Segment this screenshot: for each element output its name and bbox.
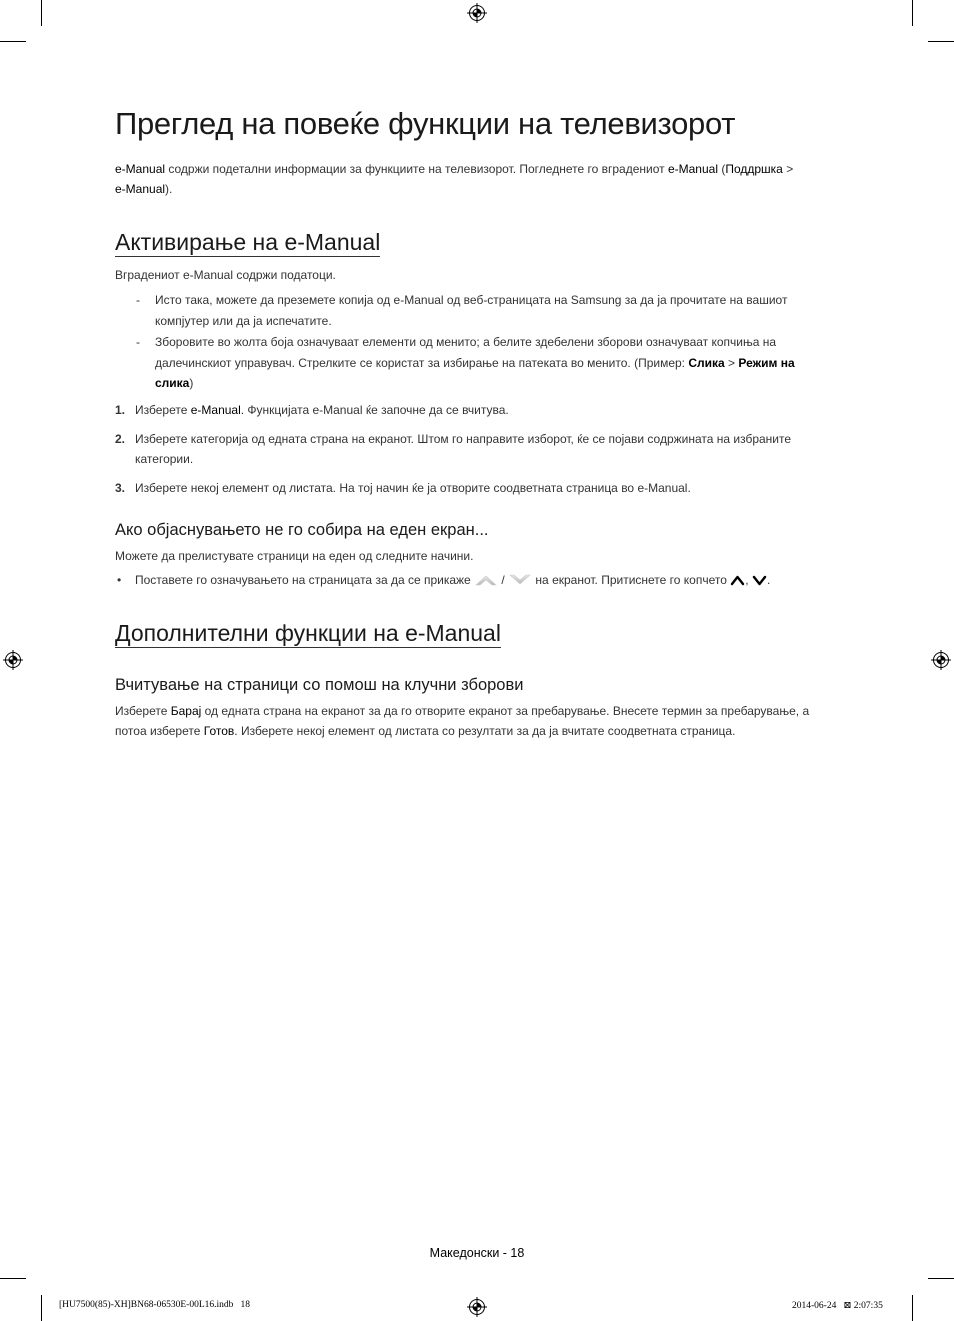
term-e-manual: e-Manual [115,162,166,176]
note-item [136,290,816,331]
menu-done: Готов [203,723,235,738]
section-heading-activate-e-manual: Активирање на e-Manual [115,229,381,255]
crop-mark [928,41,954,42]
crop-mark [0,1278,26,1279]
subsection-heading-scroll: Ако објаснувањето не го собира на еден екран... [115,521,489,539]
section-lead: Вградениот e-Manual содржи податоци. [115,268,336,282]
bullet-marker: • [117,573,122,587]
bullet-text [135,570,815,590]
menu-picture-mode: Режим на слика [155,355,795,390]
page-number: Македонски - 18 [429,1246,525,1260]
term-e-manual: e-Manual [190,403,241,417]
crop-mark [0,41,26,42]
step-text-part: Изберете [135,403,191,417]
chevron-down-icon [752,574,767,586]
note-text: Исто така, можете да преземете копија од e-Manual од веб-страницата на Samsung за да ја прочитате на вашиот компјутер или да ја испечатите. [155,293,788,328]
paragraph-text: Изберете [115,704,171,718]
page-down-arrow-icon [508,572,532,588]
crop-mark [928,1278,954,1279]
print-datetime: 2014-06-24 ⊠ 2:07:35 [792,1301,883,1311]
crop-mark [912,1295,913,1321]
step-number: 3. [115,481,126,495]
page-up-arrow-icon [474,572,498,588]
comma-separator: , [745,573,752,587]
crop-mark [41,1295,42,1321]
step-number: 2. [115,432,126,446]
registration-mark-icon [931,650,951,670]
note-text [155,332,816,394]
menu-picture: Слика [688,355,725,370]
bullet-item [115,570,815,590]
paragraph-text: од едната страна на екранот за да го отворите екранот за пребарување. Внесете термин за пребарување, а потоа изберете [115,704,810,738]
file-info: [HU7500(85)-XH]BN68-06530E-00L16.indb 18 [59,1300,251,1310]
term-e-manual: e-Manual [667,162,718,176]
menu-separator: > [724,355,739,370]
intro-text: ). [165,181,173,196]
step-text: Изберете некој елемент од листата. На тој начин ќе ја отворите соодветната страница во e-Manual. [135,481,691,495]
intro-text: ( [717,162,726,176]
registration-mark-icon [467,1297,487,1317]
crop-mark [41,0,42,26]
menu-separator: > [782,162,794,176]
dash-marker: - [136,335,140,349]
registration-mark-icon [3,650,23,670]
bullet-text-part: на екранот. Притиснете го копчето [532,573,731,587]
subsection-lead: Можете да прелистувате страници на еден од следните начини. [115,549,474,563]
subsection-heading-keyword-search: Вчитување на страници со помош на клучни зборови [115,676,524,694]
intro-paragraph [115,160,815,199]
bullet-text-part: Поставете го означувањето на страницата за да се прикаже [135,573,475,587]
paragraph-text: . Изберете некој елемент од листата со резултати за да ја вчитате соодветната страница. [234,723,736,738]
registration-mark-icon [467,3,487,23]
step-text-part: . Функцијата e-Manual ќе започне да се вчитува. [240,403,509,417]
step-number: 1. [115,403,126,417]
step-text [135,400,815,420]
dash-marker: - [136,293,140,307]
note-text-part: Зборовите во жолта боја означуваат елементи од менито; а белите здебелени зборови означуваат копчиња на далечинскиот управувач. Стрелките се користат за избирање на патеката во менито. (Пример: [155,335,777,370]
menu-e-manual: e-Manual [115,181,166,196]
note-text-part: ) [189,376,194,390]
step-item [115,478,815,498]
section-heading-additional-functions: Дополнителни функции на e-Manual [115,620,501,646]
page-title: Преглед на повеќе функции на телевизорот [115,106,736,141]
intro-text: содржи подетални информации за функциите на телевизорот. Погледнете го вградениот [165,162,668,176]
step-item [115,400,815,420]
slash-separator: / [498,573,509,587]
menu-search: Барај [170,704,202,718]
crop-mark [912,0,913,26]
step-item [115,429,815,469]
keyword-search-paragraph [115,702,815,741]
step-text: Изберете категорија од едната страна на екранот. Штом го направите изборот, ќе се појави содржината на избраните категории. [135,432,792,466]
chevron-up-icon [730,574,745,586]
note-item [136,332,816,394]
bullet-text-part: . [766,573,771,587]
menu-support: Поддршка [725,162,783,176]
